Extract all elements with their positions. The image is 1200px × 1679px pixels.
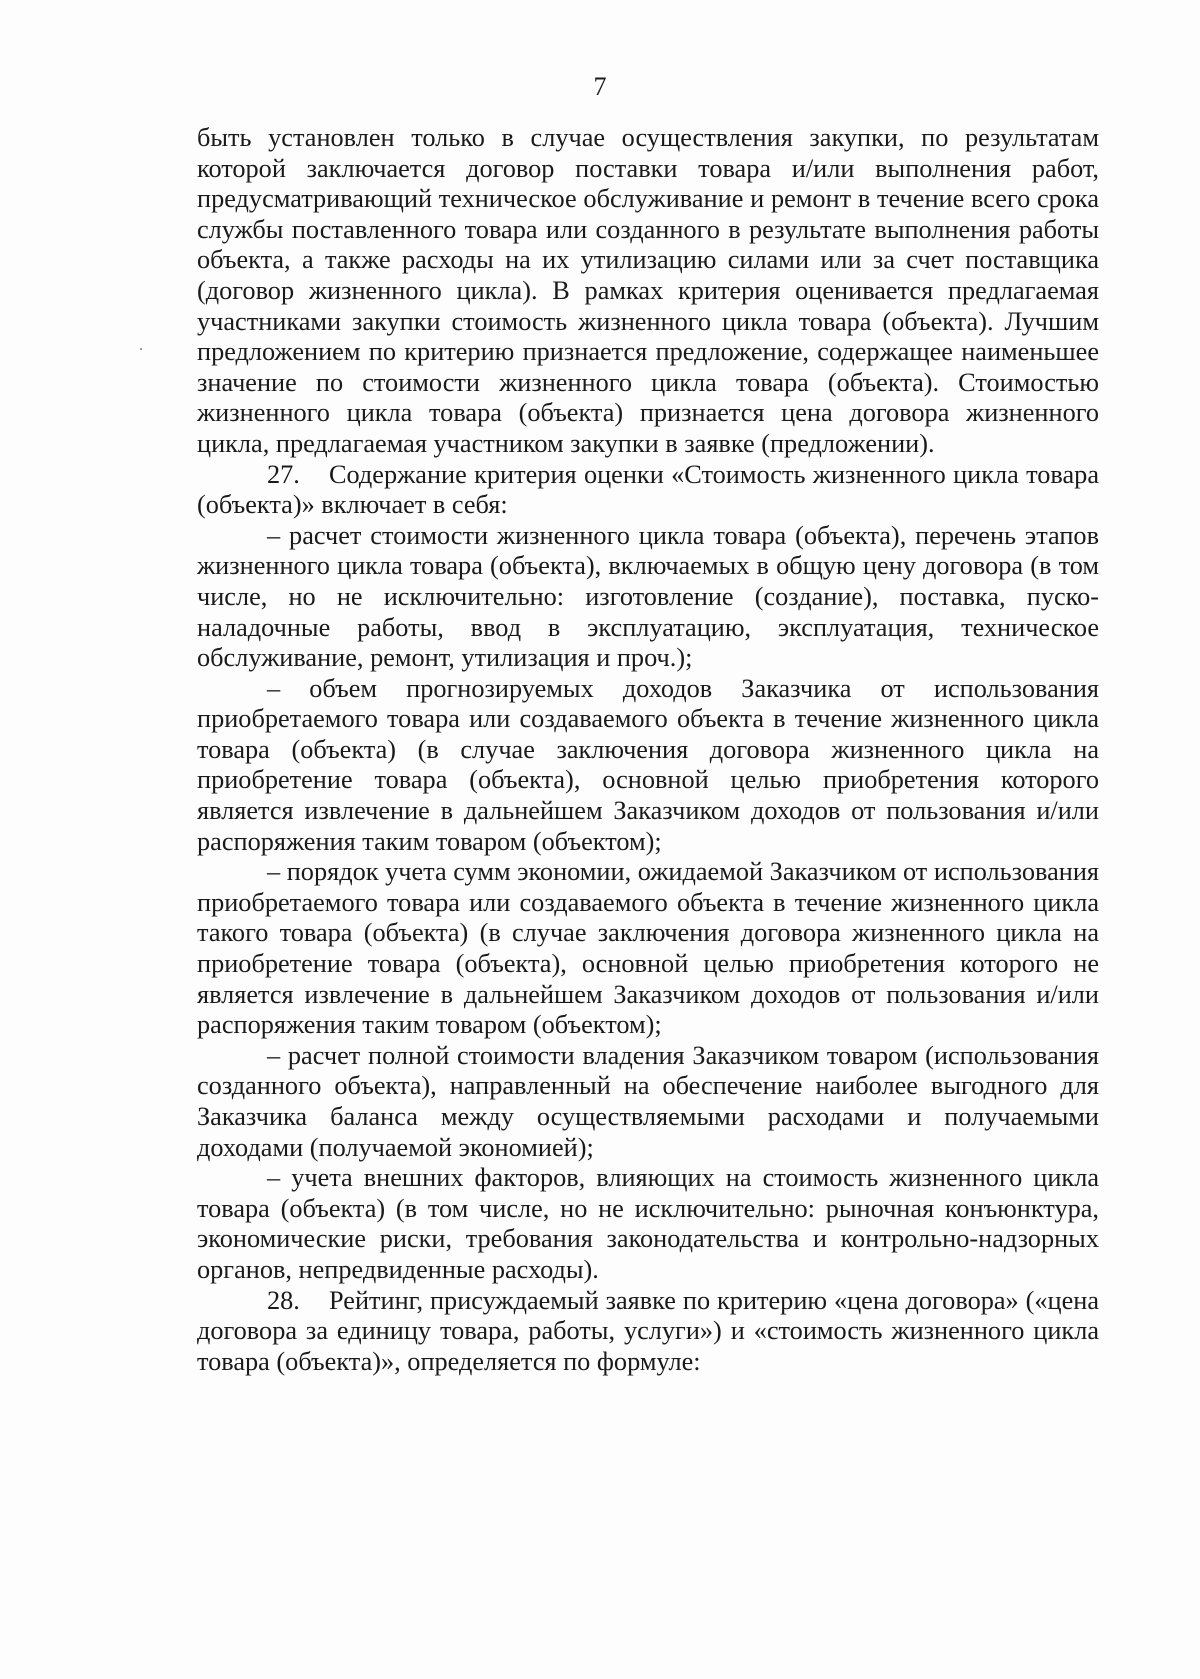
clause-28-number: 28. [267, 1285, 300, 1315]
clause-27 [197, 460, 1099, 521]
clause-28-text: Рейтинг, присуждаемый заявке по критерию «цена договора» («цена договора за единицу товара, работы, услуги») и «стоимость жизненного цикла товара (объекта)», определяется по формуле: [197, 1285, 1099, 1376]
bullet-savings-accounting: – порядок учета сумм экономии, ожидаемой Заказчиком от использования приобретаемого товара или создаваемого объекта в течение жизненного цикла такого товара (объекта) (в случае заключения договора жизненного цикла на приобретение товара (объекта), основной целью приобретения которого не является извлечение в дальнейшем Заказчиком доходов от пользования и/или распоряжения таким товаром (объектом); [197, 857, 1099, 1040]
bullet-external-factors: – учета внешних факторов, влияющих на стоимость жизненного цикла товара (объекта) (в том числе, но не исключительно: рыночная конъюнктура, экономические риски, требования законодательства и контрольно-надзорных органов, непредвиденные расходы). [197, 1163, 1099, 1284]
clause-27-text: Содержание критерия оценки «Стоимость жизненного цикла товара (объекта)» включает в себя: [197, 459, 1099, 520]
bullet-life-cycle-cost-calculation: – расчет стоимости жизненного цикла товара (объекта), перечень этапов жизненного цикла товара (объекта), включаемых в общую цену договора (в том числе, но не исключительно: изготовление (создание), поставка, пуско- наладочные работы, ввод в эксплуатацию, эксплуатация, техническое обслуживание, ремонт, утилизация и проч.); [197, 520, 1099, 673]
scan-speck [140, 348, 142, 350]
clause-27-number: 27. [267, 459, 300, 489]
clause-28 [197, 1286, 1099, 1378]
paragraph-continued: быть установлен только в случае осуществления закупки, по результатам которой заключается договор поставки товара и/или выполнения работ, предусматривающий техническое обслуживание и ремонт в течение всего срока службы поставленного товара или созданного в результате выполнения работы объекта, а также расходы на их утилизацию силами или за счет поставщика (договор жизненного цикла). В рамках критерия оценивается предлагаемая участниками закупки стоимость жизненного цикла товара (объекта). Лучшим предложением по критерию признается предложение, содержащее наименьшее значение по стоимости жизненного цикла товара (объекта). Стоимостью жизненного цикла товара (объекта) признается цена договора жизненного цикла, предлагаемая участником закупки в заявке (предложении). [197, 123, 1099, 458]
bullet-total-ownership-cost: – расчет полной стоимости владения Заказчиком товаром (использования созданного объекта), направленный на обеспечение наиболее выгодного для Заказчика баланса между осуществляемыми расходами и получаемыми доходами (получаемой экономией); [197, 1040, 1099, 1162]
bullet-forecast-income: – объем прогнозируемых доходов Заказчика от использования приобретаемого товара или создаваемого объекта в течение жизненного цикла товара (объекта) (в случае заключения договора жизненного цикла на приобретение товара (объекта), основной целью приобретения которого является извлечение в дальнейшем Заказчиком доходов от пользования и/или распоряжения таким товаром (объектом); [197, 673, 1099, 856]
page-number: 7 [593, 72, 607, 101]
document-body [197, 123, 1099, 1377]
